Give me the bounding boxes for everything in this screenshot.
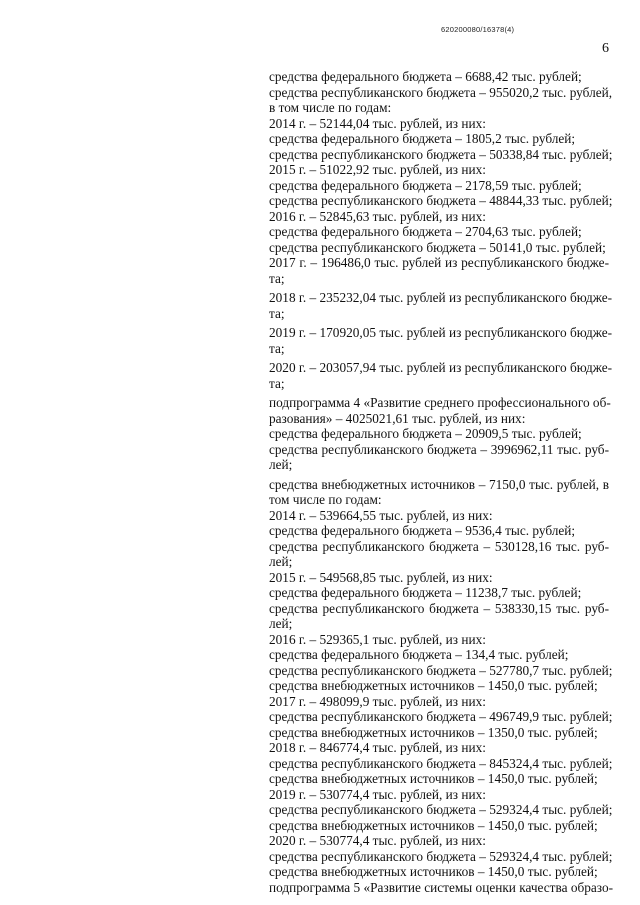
text-line: средства федерального бюджета – 2704,63 тыс. рублей; [269, 224, 582, 239]
text-line: та; [269, 270, 285, 286]
text-line: 2018 г. – 846774,4 тыс. рублей, из них: [269, 740, 486, 755]
text-line: средства республиканского бюджета – 955020,2 тыс. рублей, [269, 84, 613, 100]
text-line: том числе по годам: [269, 492, 382, 507]
text-line: подпрограмма 4 «Развитие среднего профессионального об- [269, 395, 611, 410]
text-line: лей; [269, 616, 293, 631]
text-line: средства федерального бюджета – 1805,2 тыс. рублей; [269, 131, 576, 146]
text-line: средства федерального бюджета – 6688,42 тыс. рублей; [269, 69, 582, 84]
text-line: средства внебюджетных источников – 1450,0 тыс. рублей; [269, 678, 598, 693]
page-number: 6 [602, 41, 609, 56]
text-line: 2019 г. – 530774,4 тыс. рублей, из них: [269, 786, 486, 802]
text-line: средства федерального бюджета – 11238,7 тыс. рублей; [269, 585, 582, 600]
text-line: средства республиканского бюджета – 50338,84 тыс. рублей; [269, 146, 613, 162]
text-line: средства республиканского бюджета – 538330,15 тыс. руб- [269, 600, 609, 616]
text-line: лей; [269, 457, 293, 472]
text-line: в том числе по годам: [269, 100, 392, 115]
text-line: та; [269, 305, 285, 321]
text-line: средства внебюджетных источников – 1450,0 тыс. рублей; [269, 771, 598, 786]
text-line: средства федерального бюджета – 20909,5 тыс. рублей; [269, 426, 582, 441]
text-line: 2014 г. – 539664,55 тыс. рублей, из них: [269, 507, 493, 523]
text-line: средства внебюджетных источников – 1450,0 тыс. рублей; [269, 817, 598, 833]
text-line: средства республиканского бюджета – 48844,33 тыс. рублей; [269, 193, 613, 208]
text-line: средства республиканского бюджета – 845324,4 тыс. рублей; [269, 755, 613, 771]
text-line: 2019 г. – 170920,05 тыс. рублей из республиканского бюдже- [269, 325, 613, 340]
text-line: средства республиканского бюджета – 3996962,11 тыс. руб- [269, 441, 609, 457]
text-line: та; [269, 340, 285, 356]
text-line: 2016 г. – 529365,1 тыс. рублей, из них: [269, 631, 486, 647]
text-line: 2015 г. – 51022,92 тыс. рублей, из них: [269, 162, 486, 177]
text-line: 2020 г. – 530774,4 тыс. рублей, из них: [269, 833, 486, 848]
text-line: средства федерального бюджета – 134,4 тыс. рублей; [269, 647, 569, 662]
document-code: 620200080/16378(4) [441, 25, 515, 34]
text-line: средства федерального бюджета – 2178,59 тыс. рублей; [269, 177, 582, 193]
text-line: 2015 г. – 549568,85 тыс. рублей, из них: [269, 569, 493, 585]
text-line: средства внебюджетных источников – 7150,0 тыс. рублей, в [269, 476, 609, 492]
text-line: средства республиканского бюджета – 530128,16 тыс. руб- [269, 538, 609, 554]
text-line: средства внебюджетных источников – 1350,0 тыс. рублей; [269, 724, 598, 740]
text-line: средства республиканского бюджета – 496749,9 тыс. рублей; [269, 709, 613, 724]
text-line: 2016 г. – 52845,63 тыс. рублей, из них: [269, 208, 486, 224]
text-line: та; [269, 375, 285, 391]
text-line: 2018 г. – 235232,04 тыс. рублей из республиканского бюдже- [269, 290, 613, 305]
text-line: 2014 г. – 52144,04 тыс. рублей, из них: [269, 115, 486, 131]
text-line: лей; [269, 554, 293, 569]
body-text [269, 69, 614, 895]
text-line: средства республиканского бюджета – 527780,7 тыс. рублей; [269, 662, 613, 678]
text-line: средства республиканского бюджета – 529324,4 тыс. рублей; [269, 848, 613, 864]
text-line: подпрограмма 5 «Развитие системы оценки качества образо- [269, 879, 614, 895]
text-line: средства республиканского бюджета – 50141,0 тыс. рублей; [269, 239, 606, 255]
text-line: средства внебюджетных источников – 1450,0 тыс. рублей; [269, 864, 598, 879]
text-line: 2017 г. – 196486,0 тыс. рублей из республиканского бюдже- [269, 255, 609, 270]
text-line: разования» – 4025021,61 тыс. рублей, из них: [269, 410, 526, 426]
text-line: 2017 г. – 498099,9 тыс. рублей, из них: [269, 693, 486, 709]
text-line: средства федерального бюджета – 9536,4 тыс. рублей; [269, 523, 576, 538]
text-line: средства республиканского бюджета – 529324,4 тыс. рублей; [269, 802, 613, 817]
text-line: 2020 г. – 203057,94 тыс. рублей из республиканского бюдже- [269, 360, 613, 375]
